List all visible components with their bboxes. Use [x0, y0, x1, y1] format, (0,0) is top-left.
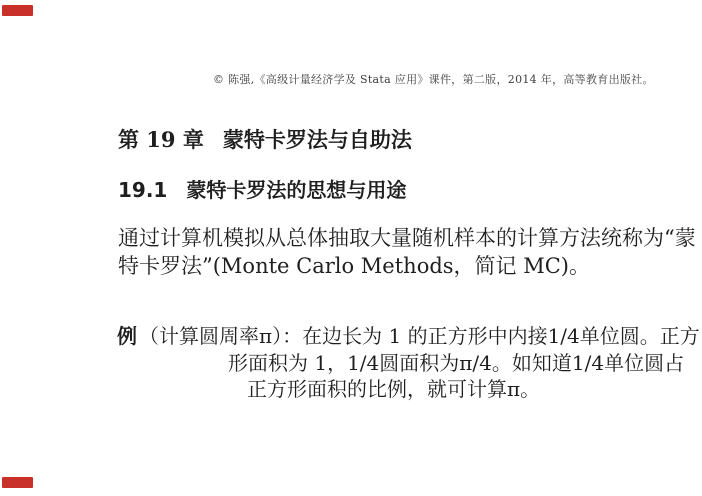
section-number: 19.1 [118, 178, 168, 202]
example-line-3: 正方形面积的比例，就可计算π。 [247, 377, 541, 401]
chapter-number: 第 19 章 [118, 127, 204, 152]
section-heading [118, 174, 406, 203]
chapter-heading [118, 124, 412, 154]
example-line-2: 形面积为 1，1/4圆面积为π/4。如知道1/4单位圆占 [228, 351, 685, 375]
section-title: 蒙特卡罗法的思想与用途 [186, 178, 407, 202]
example-line-1 [117, 320, 700, 349]
red-corner-mark-bottom [2, 477, 33, 488]
example-label: 例 [117, 324, 137, 348]
intro-line-1: 通过计算机模拟从总体抽取大量随机样本的计算方法统称为“蒙 [118, 226, 696, 250]
chapter-title: 蒙特卡罗法与自助法 [222, 127, 412, 152]
intro-line-2: 特卡罗法”(Monte Carlo Methods，简记 MC)。 [118, 254, 590, 278]
red-corner-mark-top [2, 5, 33, 16]
intro-paragraph [118, 224, 696, 280]
example-line-1-text: （计算圆周率π）：在边长为 1 的正方形中内接1/4单位圆。正方 [139, 324, 700, 348]
copyright-line: © 陈强,《高级计量经济学及 Stata 应用》课件，第二版，2014 年，高等教育出版社。 [213, 73, 654, 86]
